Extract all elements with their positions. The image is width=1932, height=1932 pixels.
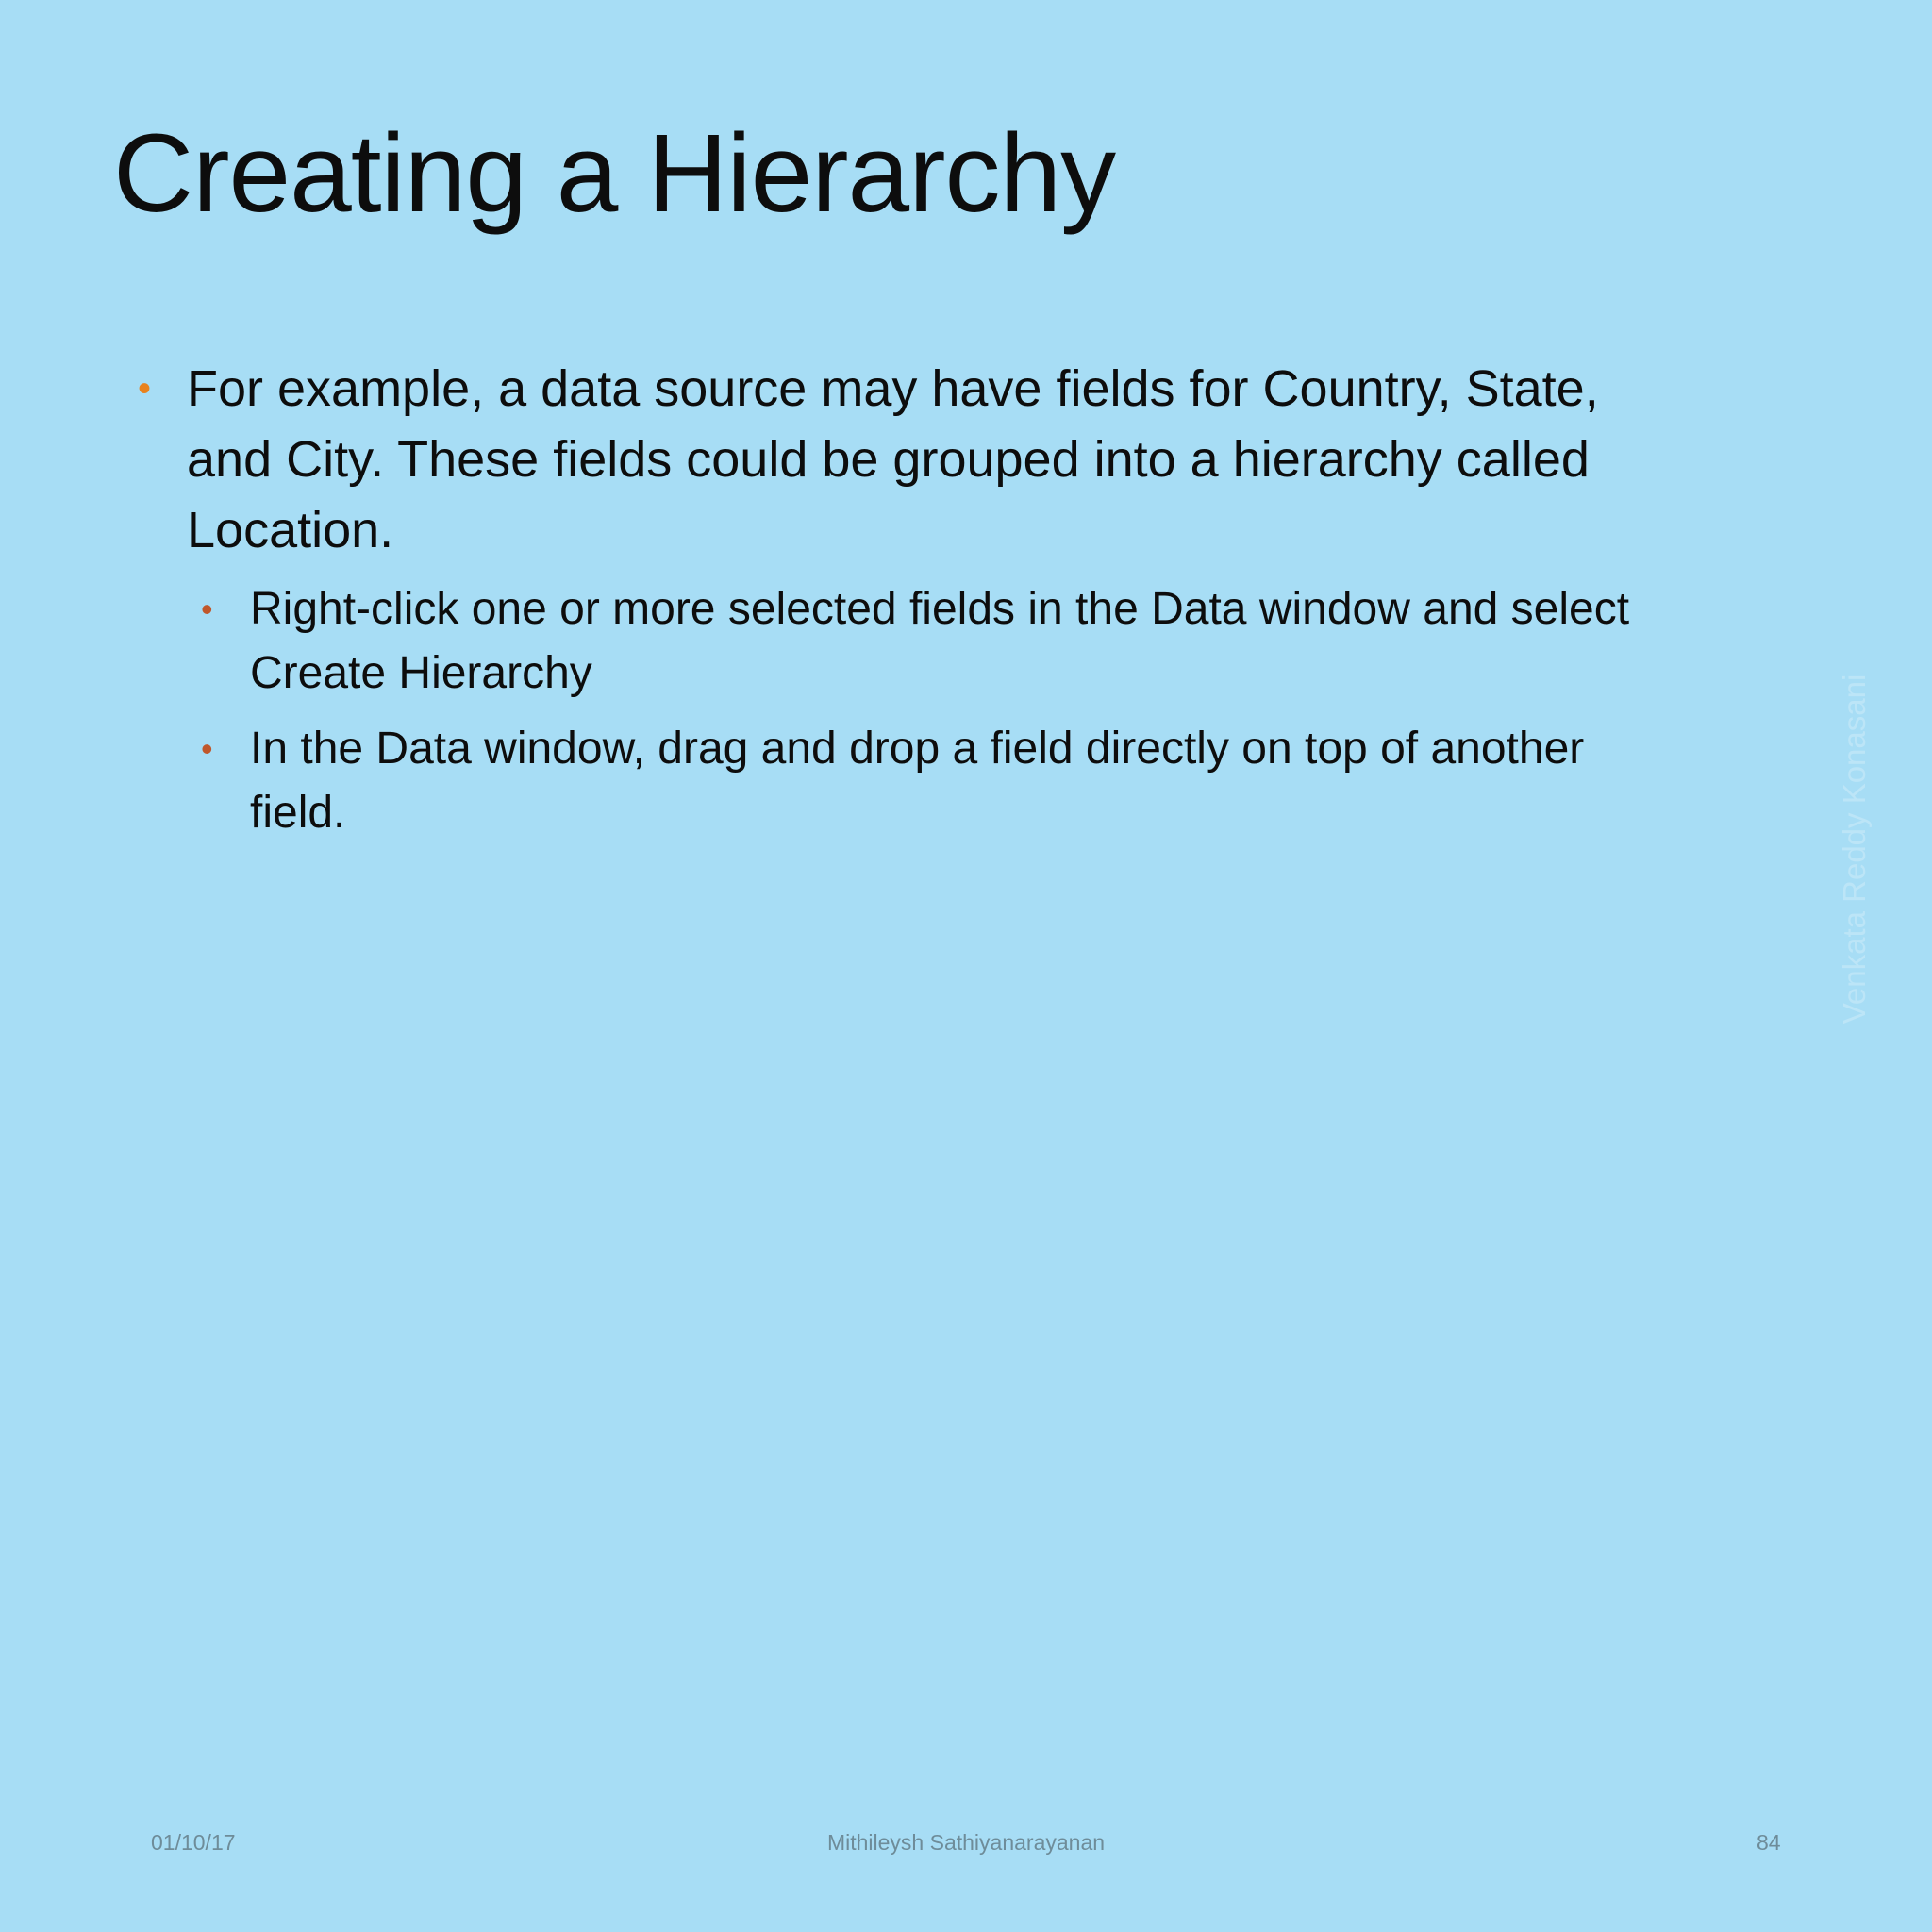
footer-author: Mithileysh Sathiyanarayanan bbox=[826, 1830, 1106, 1855]
bullet-text: For example, a data source may have fields for Country, State, and City. These fields could be grouped into a hierarchy called Location. bbox=[187, 360, 1599, 558]
sub-bullet-text: In the Data window, drag and drop a field directly on top of another field. bbox=[250, 724, 1585, 838]
footer-page-number: 84 bbox=[1757, 1830, 1781, 1855]
sub-bullet-dot-icon: • bbox=[201, 590, 213, 628]
footer-date: 01/10/17 bbox=[151, 1830, 236, 1855]
slide-title: Creating a Hierarchy bbox=[113, 111, 1116, 236]
sub-bullet-text: Right-click one or more selected fields in the Data window and select Create Hierarchy bbox=[250, 584, 1630, 698]
sub-bullet-item bbox=[132, 577, 1665, 706]
sub-bullet-list bbox=[132, 577, 1679, 845]
bullet-item bbox=[132, 354, 1679, 566]
watermark: Venkata Reddy Konasani bbox=[1837, 674, 1872, 1024]
slide-content bbox=[132, 354, 1679, 857]
bullet-dot-icon: • bbox=[138, 368, 152, 409]
sub-bullet-dot-icon: • bbox=[201, 729, 213, 768]
sub-bullet-item bbox=[132, 717, 1665, 845]
